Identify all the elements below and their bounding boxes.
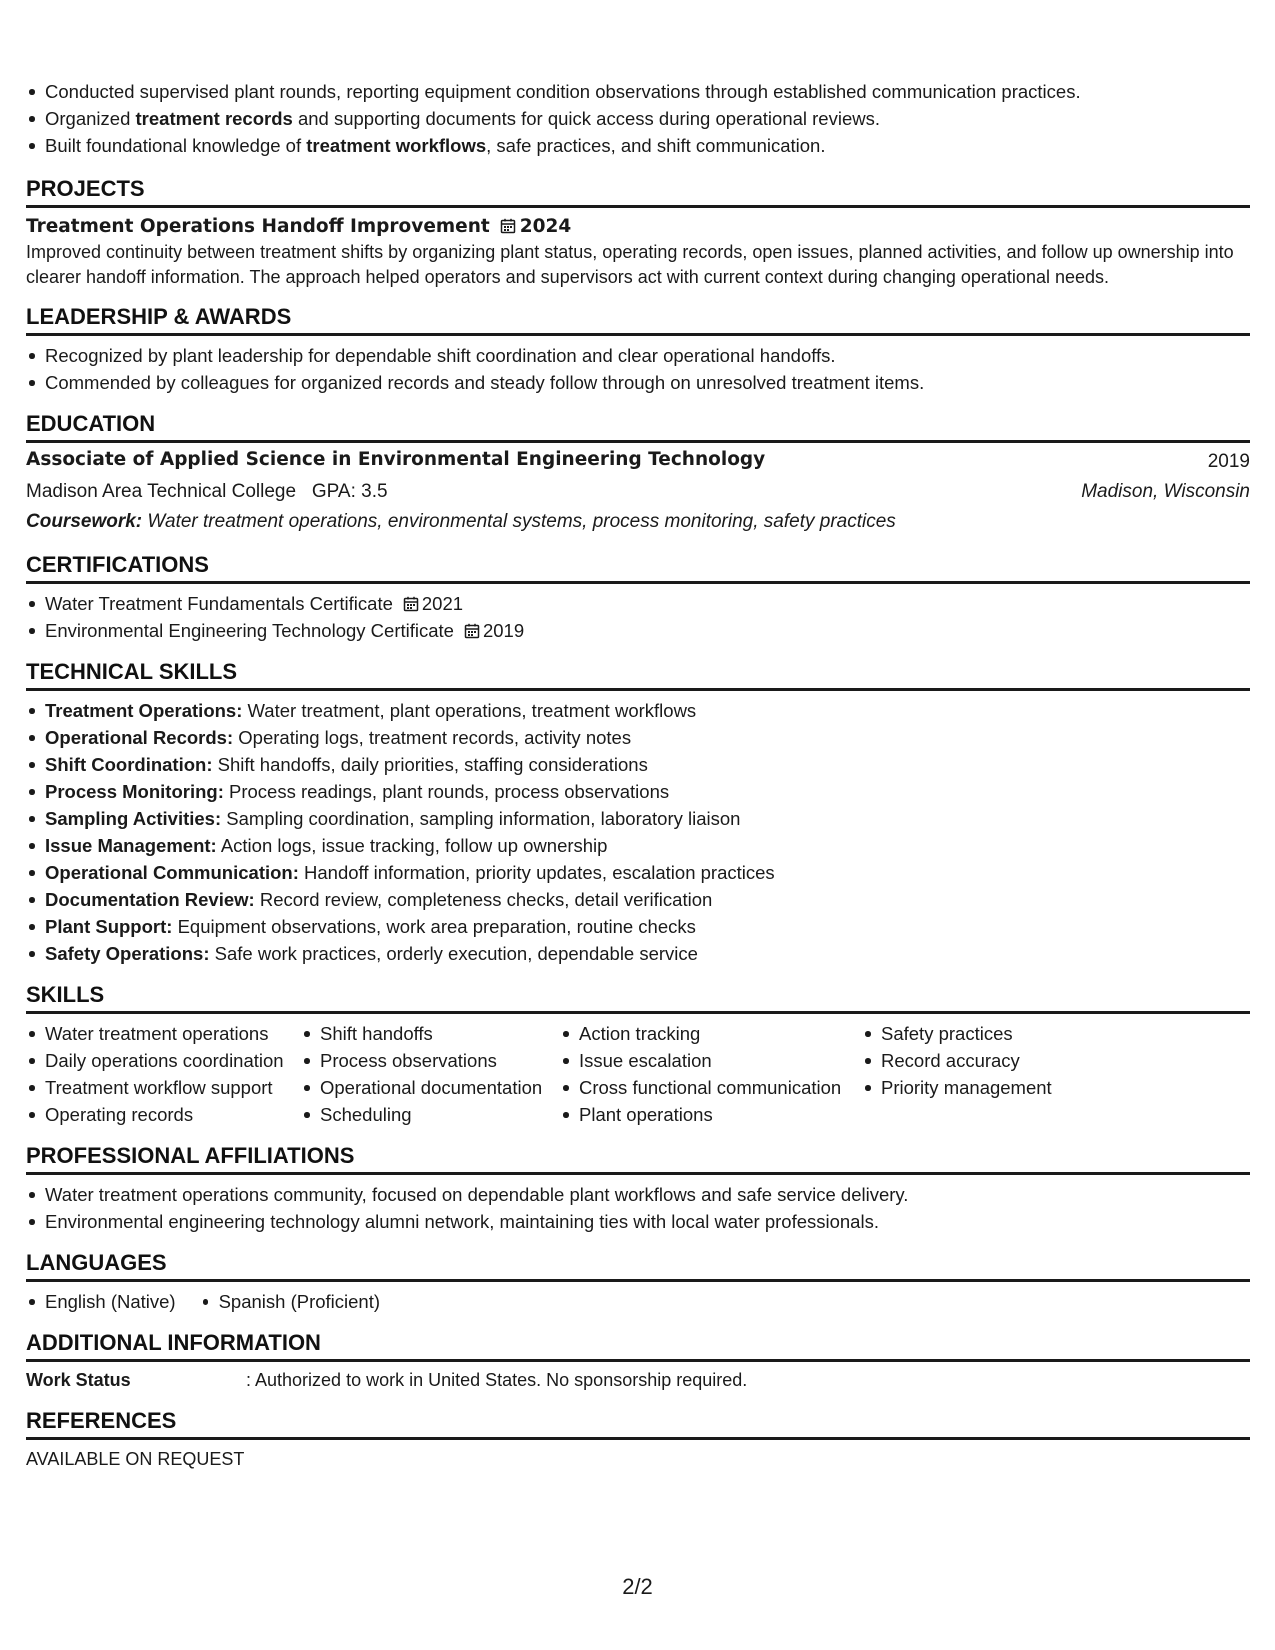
certifications-section xyxy=(26,552,1250,644)
skill-item: Shift handoffs xyxy=(301,1020,560,1047)
section-title: CERTIFICATIONS xyxy=(26,552,1250,584)
skill-item: Priority management xyxy=(862,1074,1162,1101)
language-item: Spanish (Proficient) xyxy=(200,1288,380,1315)
coursework-label: Coursework: xyxy=(26,511,143,532)
education-section xyxy=(26,411,1250,537)
skills-section xyxy=(26,982,1250,1128)
skill-item: Scheduling xyxy=(301,1101,560,1128)
calendar-icon xyxy=(500,218,516,234)
references-text: AVAILABLE ON REQUEST xyxy=(26,1449,245,1469)
technical-skill xyxy=(26,940,1250,967)
text: Organized xyxy=(45,108,136,129)
technical-skill xyxy=(26,724,1250,751)
skill-value: Operating logs, treatment records, activity notes xyxy=(238,727,632,748)
technical-skill xyxy=(26,859,1250,886)
section-title: LEADERSHIP & AWARDS xyxy=(26,304,1250,336)
skill-item: Water treatment operations xyxy=(26,1020,301,1047)
skill-value: Safe work practices, orderly execution, dependable service xyxy=(214,943,698,964)
experience-bullet xyxy=(26,78,1250,105)
skill-value: Shift handoffs, daily priorities, staffing considerations xyxy=(217,754,648,775)
languages-section xyxy=(26,1250,1250,1315)
section-title: SKILLS xyxy=(26,982,1250,1014)
project-title-line xyxy=(26,214,1250,240)
skill-item: Safety practices xyxy=(862,1020,1162,1047)
bold-text: treatment workflows xyxy=(306,135,487,156)
skill-label: Treatment Operations: xyxy=(45,700,243,721)
bold-text: treatment records xyxy=(135,108,293,129)
experience-bullets xyxy=(26,78,1250,159)
coursework-row xyxy=(26,507,1250,537)
language-bullets xyxy=(26,1288,1250,1315)
leadership-bullet: Recognized by plant leadership for dependable shift coordination and clear operational handoffs. xyxy=(26,342,1250,369)
certification-name: Water Treatment Fundamentals Certificate xyxy=(45,593,393,614)
affiliation-bullet: Environmental engineering technology alumni network, maintaining ties with local water professionals. xyxy=(26,1208,1250,1235)
education-school-row xyxy=(26,477,1250,507)
skills-column xyxy=(26,1020,301,1128)
section-title: PROFESSIONAL AFFILIATIONS xyxy=(26,1143,1250,1175)
section-title: REFERENCES xyxy=(26,1408,1250,1440)
certification-name: Environmental Engineering Technology Certificate xyxy=(45,620,454,641)
work-status-value: : Authorized to work in United States. No sponsorship required. xyxy=(246,1370,748,1390)
project-year: 2024 xyxy=(519,216,572,237)
technical-skill xyxy=(26,751,1250,778)
resume-page xyxy=(26,0,1250,1472)
certification-item xyxy=(26,617,1250,644)
skill-item: Operating records xyxy=(26,1101,301,1128)
affiliation-bullet: Water treatment operations community, focused on dependable plant workflows and safe service delivery. xyxy=(26,1181,1250,1208)
skill-item: Daily operations coordination xyxy=(26,1047,301,1074)
skills-column xyxy=(862,1020,1162,1128)
projects-section xyxy=(26,176,1250,289)
section-title: TECHNICAL SKILLS xyxy=(26,659,1250,691)
certification-year: 2019 xyxy=(482,620,525,641)
additional-section xyxy=(26,1330,1250,1393)
section-title: LANGUAGES xyxy=(26,1250,1250,1282)
text: and supporting documents for quick access during operational reviews. xyxy=(292,108,880,129)
experience-bullet xyxy=(26,105,1250,132)
project-name: Treatment Operations Handoff Improvement xyxy=(26,216,490,237)
technical-skill xyxy=(26,805,1250,832)
skill-item: Cross functional communication xyxy=(560,1074,862,1101)
skill-label: Plant Support: xyxy=(45,916,173,937)
skill-item: Treatment workflow support xyxy=(26,1074,301,1101)
leadership-section xyxy=(26,304,1250,396)
technical-skill xyxy=(26,832,1250,859)
affiliations-section xyxy=(26,1143,1250,1235)
project-description: Improved continuity between treatment shifts by organizing plant status, operating records, open issues, planned activities, and follow up ownership into clearer handoff information. The approach helped operators and supervisors act with current context during changing operational needs. xyxy=(26,242,1234,287)
education-year: 2019 xyxy=(1207,451,1250,472)
skills-column xyxy=(560,1020,862,1128)
section-title: PROJECTS xyxy=(26,176,1250,208)
skill-value: Process readings, plant rounds, process observations xyxy=(229,781,670,802)
text: Built foundational knowledge of xyxy=(45,135,307,156)
leadership-bullet: Commended by colleagues for organized records and steady follow through on unresolved treatment items. xyxy=(26,369,1250,396)
technical-skill xyxy=(26,886,1250,913)
skill-label: Documentation Review: xyxy=(45,889,255,910)
leadership-bullets xyxy=(26,342,1250,396)
skill-item: Plant operations xyxy=(560,1101,862,1128)
skill-label: Operational Communication: xyxy=(45,862,299,883)
language-item: English (Native) xyxy=(26,1288,176,1315)
section-title: ADDITIONAL INFORMATION xyxy=(26,1330,1250,1362)
calendar-icon xyxy=(464,623,480,639)
section-title: EDUCATION xyxy=(26,411,1250,443)
technical-skill-bullets xyxy=(26,697,1250,967)
work-status-label: Work Status xyxy=(26,1370,131,1390)
skill-item: Issue escalation xyxy=(560,1047,862,1074)
gpa: GPA: 3.5 xyxy=(311,481,388,502)
school-name: Madison Area Technical College xyxy=(26,481,297,502)
skill-label: Operational Records: xyxy=(45,727,234,748)
skill-label: Issue Management: xyxy=(45,835,217,856)
experience-bullet xyxy=(26,132,1250,159)
text: , safe practices, and shift communication. xyxy=(486,135,826,156)
certification-year: 2021 xyxy=(421,593,464,614)
skill-label: Sampling Activities: xyxy=(45,808,222,829)
calendar-icon xyxy=(403,596,419,612)
skills-column xyxy=(301,1020,560,1128)
skill-value: Action logs, issue tracking, follow up ownership xyxy=(220,835,608,856)
certification-bullets xyxy=(26,590,1250,644)
technical-skill xyxy=(26,778,1250,805)
skill-item: Record accuracy xyxy=(862,1047,1162,1074)
page-number: 2/2 xyxy=(622,1574,653,1599)
degree-name: Associate of Applied Science in Environmental Engineering Technology xyxy=(26,449,766,470)
skill-item: Operational documentation xyxy=(301,1074,560,1101)
skill-label: Safety Operations: xyxy=(45,943,210,964)
technical-skill xyxy=(26,697,1250,724)
certification-item xyxy=(26,590,1250,617)
work-status-row xyxy=(26,1367,1250,1393)
skill-value: Water treatment, plant operations, treatment workflows xyxy=(247,700,697,721)
skill-value: Record review, completeness checks, detail verification xyxy=(259,889,713,910)
education-location: Madison, Wisconsin xyxy=(1081,481,1250,502)
skill-item: Process observations xyxy=(301,1047,560,1074)
technical-skill xyxy=(26,913,1250,940)
education-degree-row xyxy=(26,447,1250,477)
skill-item: Action tracking xyxy=(560,1020,862,1047)
skill-value: Handoff information, priority updates, escalation practices xyxy=(304,862,775,883)
technical-skills-section xyxy=(26,659,1250,967)
skill-label: Process Monitoring: xyxy=(45,781,224,802)
skill-value: Equipment observations, work area preparation, routine checks xyxy=(177,916,696,937)
affiliation-bullets xyxy=(26,1181,1250,1235)
text: Conducted supervised plant rounds, reporting equipment condition observations through established communication practices. xyxy=(45,81,1081,102)
coursework-text: Water treatment operations, environmental systems, process monitoring, safety practices xyxy=(147,511,896,532)
skill-value: Sampling coordination, sampling information, laboratory liaison xyxy=(226,808,741,829)
references-section xyxy=(26,1408,1250,1472)
skill-label: Shift Coordination: xyxy=(45,754,213,775)
skills-columns xyxy=(26,1020,1250,1128)
